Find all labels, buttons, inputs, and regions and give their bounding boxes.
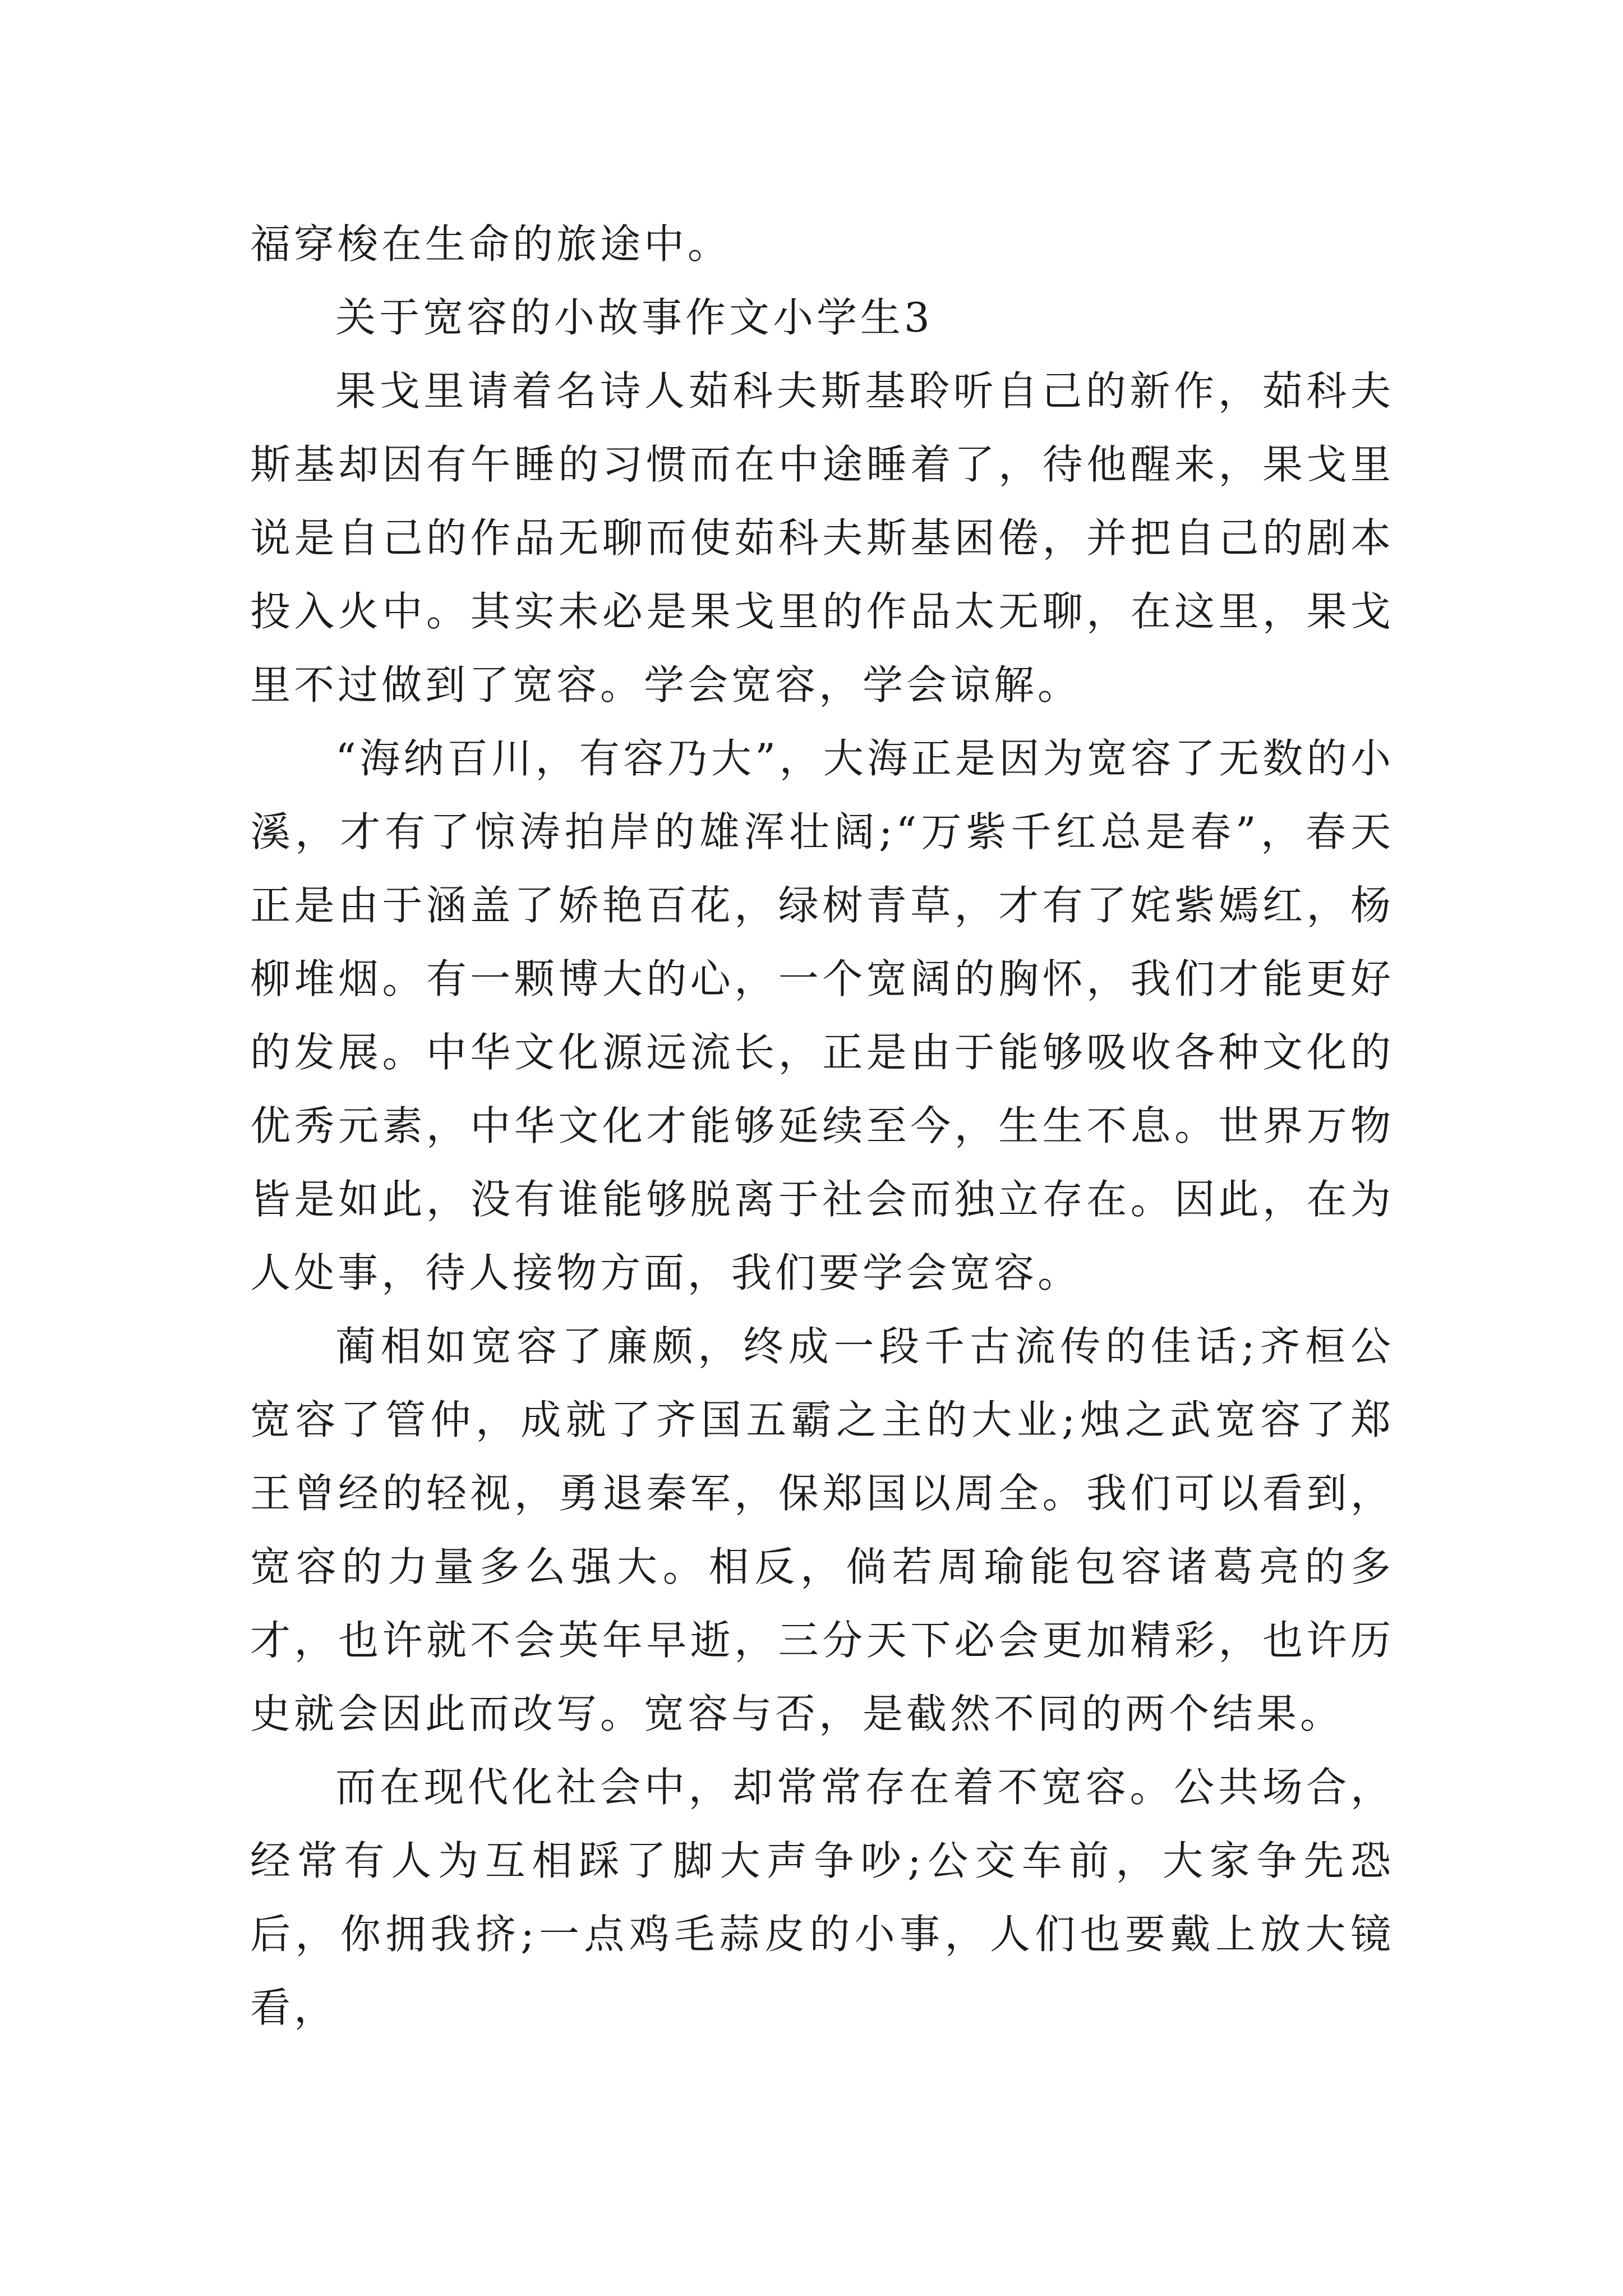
continuation-paragraph: 福穿梭在生命的旅途中。 bbox=[250, 220, 732, 268]
document-body bbox=[250, 208, 1394, 2045]
body-paragraph: 果戈里请着名诗人茹科夫斯基聆听自己的新作，茹科夫斯基却因有午睡的习惯而在中途睡着了，待他醒来，果戈里说是自己的作品无聊而使茹科夫斯基困倦，并把自己的剧本投入火中。其实未必是果戈里的作品太无聊，在这里，果戈里不过做到了宽容。学会宽容，学会谅解。 bbox=[250, 367, 1394, 708]
body-paragraph: 蔺相如宽容了廉颇，终成一段千古流传的佳话;齐桓公宽容了管仲，成就了齐国五霸之主的大业;烛之武宽容了郑王曾经的轻视，勇退秦军，保郑国以周全。我们可以看到，宽容的力量多么强大。相反，倘若周瑜能包容诸葛亮的多才，也许就不会英年早逝，三分天下必会更加精彩，也许历史就会因此而改写。宽容与否，是截然不同的两个结果。 bbox=[250, 1323, 1394, 1737]
section-heading: 关于宽容的小故事作文小学生3 bbox=[335, 294, 933, 341]
body-paragraph: “海纳百川，有容乃大”，大海正是因为宽容了无数的小溪，才有了惊涛拍岸的雄浑壮阔;“万紫千红总是春”，春天正是由于涵盖了娇艳百花，绿树青草，才有了姹紫嫣红，杨柳堆烟。有一颗博大的心，一个宽阔的胸怀，我们才能更好的发展。中华文化源远流长，正是由于能够吸收各种文化的优秀元素，中华文化才能够延续至今，生生不息。世界万物皆是如此，没有谁能够脱离于社会而独立存在。因此，在为人处事，待人接物方面，我们要学会宽容。 bbox=[250, 735, 1394, 1296]
body-paragraph: 而在现代化社会中，却常常存在着不宽容。公共场合，经常有人为互相踩了脚大声争吵;公交车前，大家争先恐后，你拥我挤;一点鸡毛蒜皮的小事，人们也要戴上放大镜看， bbox=[250, 1764, 1394, 2031]
